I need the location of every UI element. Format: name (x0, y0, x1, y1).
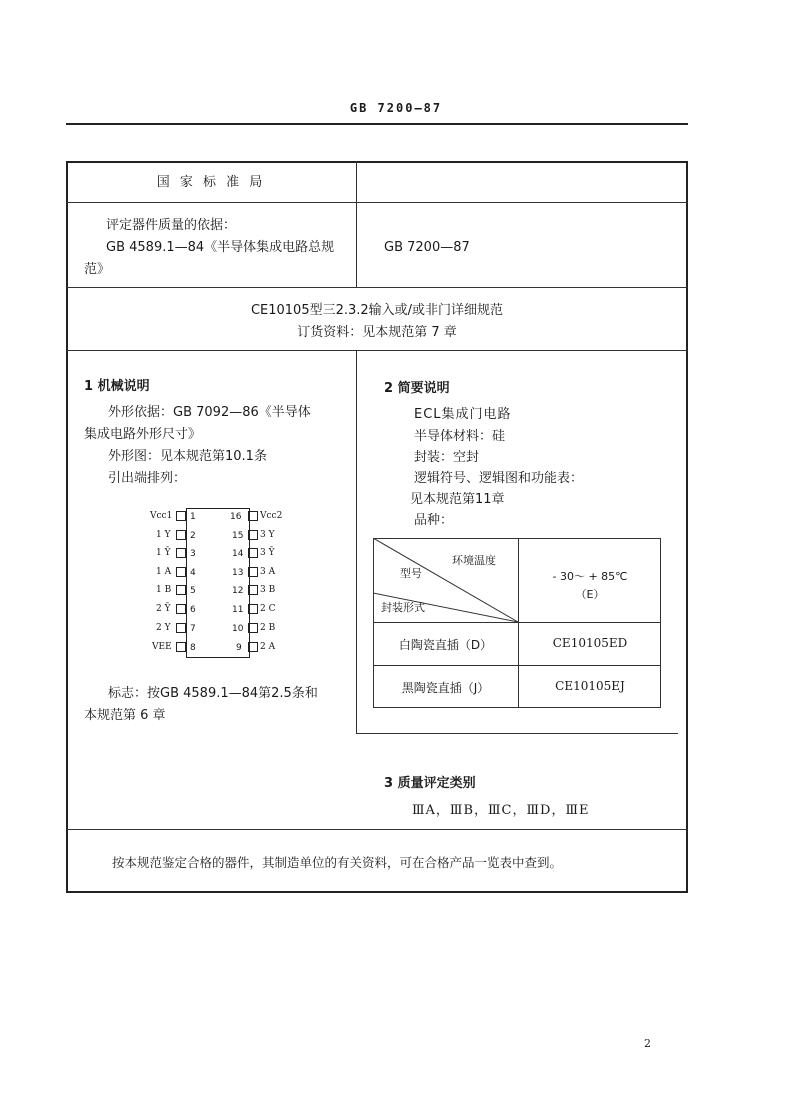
pin-number: 10 (232, 624, 244, 634)
page-header: GB 7200—87 (349, 101, 443, 115)
pin-number: 16 (230, 512, 242, 522)
temp-range: - 30～ + 85℃ (552, 570, 628, 583)
footer-note: 按本规范鉴定合格的器件，其制造单位的有关资料，可在合格产品一览表中查到。 (112, 855, 563, 870)
section2-heading: 2 简要说明 (384, 381, 450, 396)
pin-number: 1 (190, 512, 196, 522)
temp-grade: （E） (575, 588, 605, 601)
standard-number: GB 7200—87 (384, 240, 470, 255)
outline-basis-cont: 集成电路外形尺寸》 (84, 427, 202, 442)
package-cell: 黑陶瓷直插（J） (401, 681, 490, 695)
spec-title: CE10105型三2.3.2输入或/或非门详细规范 (250, 303, 504, 318)
pin-label: 3 B (260, 585, 276, 595)
semiconductor-material: 半导体材料：硅 (414, 429, 506, 444)
pin-label: VEE (152, 642, 172, 652)
pin-label: 1 Y (156, 530, 171, 540)
divider (66, 829, 688, 830)
marking-text-cont: 本规范第 6 章 (84, 708, 166, 723)
divider (66, 287, 688, 288)
pin-box (176, 604, 186, 614)
outline-basis: 外形依据：GB 7092—86《半导体 (108, 405, 311, 420)
diag-package: 封装形式 (381, 601, 425, 614)
pin-number: 5 (190, 586, 196, 596)
pin-arrangement-label: 引出端排列： (108, 471, 187, 486)
pin-number: 14 (232, 549, 244, 559)
package-cell: 白陶瓷直插（D） (398, 638, 493, 652)
pin-label: Vcc1 (150, 511, 173, 521)
logic-symbol-label: 逻辑符号、逻辑图和功能表： (414, 471, 584, 486)
pin-label: 2 Y (156, 623, 171, 633)
pin-box (248, 642, 258, 652)
ordering-info: 订货资料：见本规范第 7 章 (297, 325, 457, 340)
basis-reference-cont: 范》 (84, 262, 111, 277)
pin-label: Vcc2 (260, 511, 283, 521)
basis-label: 评定器件质量的依据： (106, 218, 237, 233)
pin-label: 1 A (156, 567, 172, 577)
pin-box (176, 548, 186, 558)
pin-label: 2 C (260, 604, 276, 614)
pin-number: 3 (190, 549, 196, 559)
pin-label: 2 B (260, 623, 276, 633)
pin-box (248, 585, 258, 595)
pin-box (176, 585, 186, 595)
diag-model: 型号 (400, 567, 422, 580)
divider (66, 202, 688, 203)
column-divider (356, 161, 357, 288)
pin-label: 3 A (260, 567, 276, 577)
pin-box (176, 623, 186, 633)
pin-box (248, 548, 258, 558)
pin-number: 8 (190, 643, 196, 653)
variety-label: 品种： (414, 513, 454, 528)
pin-box (248, 530, 258, 540)
issuer-label: 国 家 标 准 局 (156, 175, 266, 190)
diag-env-temp: 环境温度 (452, 554, 496, 567)
header-rule (66, 123, 688, 125)
pin-number: 4 (190, 568, 196, 578)
pin-number: 12 (232, 586, 244, 596)
pin-number: 13 (232, 568, 244, 578)
pin-label: 1 Ȳ (156, 548, 171, 558)
pin-box (176, 567, 186, 577)
column-divider (356, 350, 357, 733)
pin-number: 11 (232, 605, 244, 615)
pin-number: 6 (190, 605, 196, 615)
pin-box (176, 530, 186, 540)
logic-symbol-ref: 见本规范第11章 (410, 492, 505, 507)
section1-heading: 1 机械说明 (84, 379, 150, 394)
pin-number: 7 (190, 624, 196, 634)
pin-box (248, 511, 258, 521)
page-number: 2 (644, 1037, 651, 1050)
outline-drawing: 外形图：见本规范第10.1条 (108, 449, 267, 464)
pin-label: 1 B (156, 585, 172, 595)
pin-number: 9 (236, 643, 242, 653)
marking-text: 标志：按GB 4589.1—84第2.5条和 (108, 686, 318, 701)
circuit-type: ECL集成门电路 (414, 407, 512, 422)
pin-label: 2 A (260, 642, 276, 652)
table-row-divider (373, 665, 661, 666)
pin-box (248, 623, 258, 633)
model-cell: CE10105EJ (555, 679, 625, 693)
pin-label: 2 Ȳ (156, 604, 171, 614)
pin-box (248, 567, 258, 577)
pin-number: 15 (232, 531, 244, 541)
basis-reference: GB 4589.1—84《半导体集成电路总规 (106, 240, 335, 255)
model-cell: CE10105ED (552, 636, 628, 650)
pin-diagram (150, 500, 290, 665)
pin-label: 3 Y (260, 530, 275, 540)
pin-box (176, 642, 186, 652)
pin-label: 3 Ȳ (260, 548, 275, 558)
quality-categories: ⅢA，ⅢB，ⅢC，ⅢD，ⅢE (412, 803, 590, 818)
package-type: 封装：空封 (414, 450, 480, 465)
pin-box (248, 604, 258, 614)
section3-heading: 3 质量评定类别 (384, 776, 476, 791)
divider (66, 350, 688, 351)
divider (356, 733, 678, 734)
pin-box (176, 511, 186, 521)
pin-number: 2 (190, 531, 196, 541)
